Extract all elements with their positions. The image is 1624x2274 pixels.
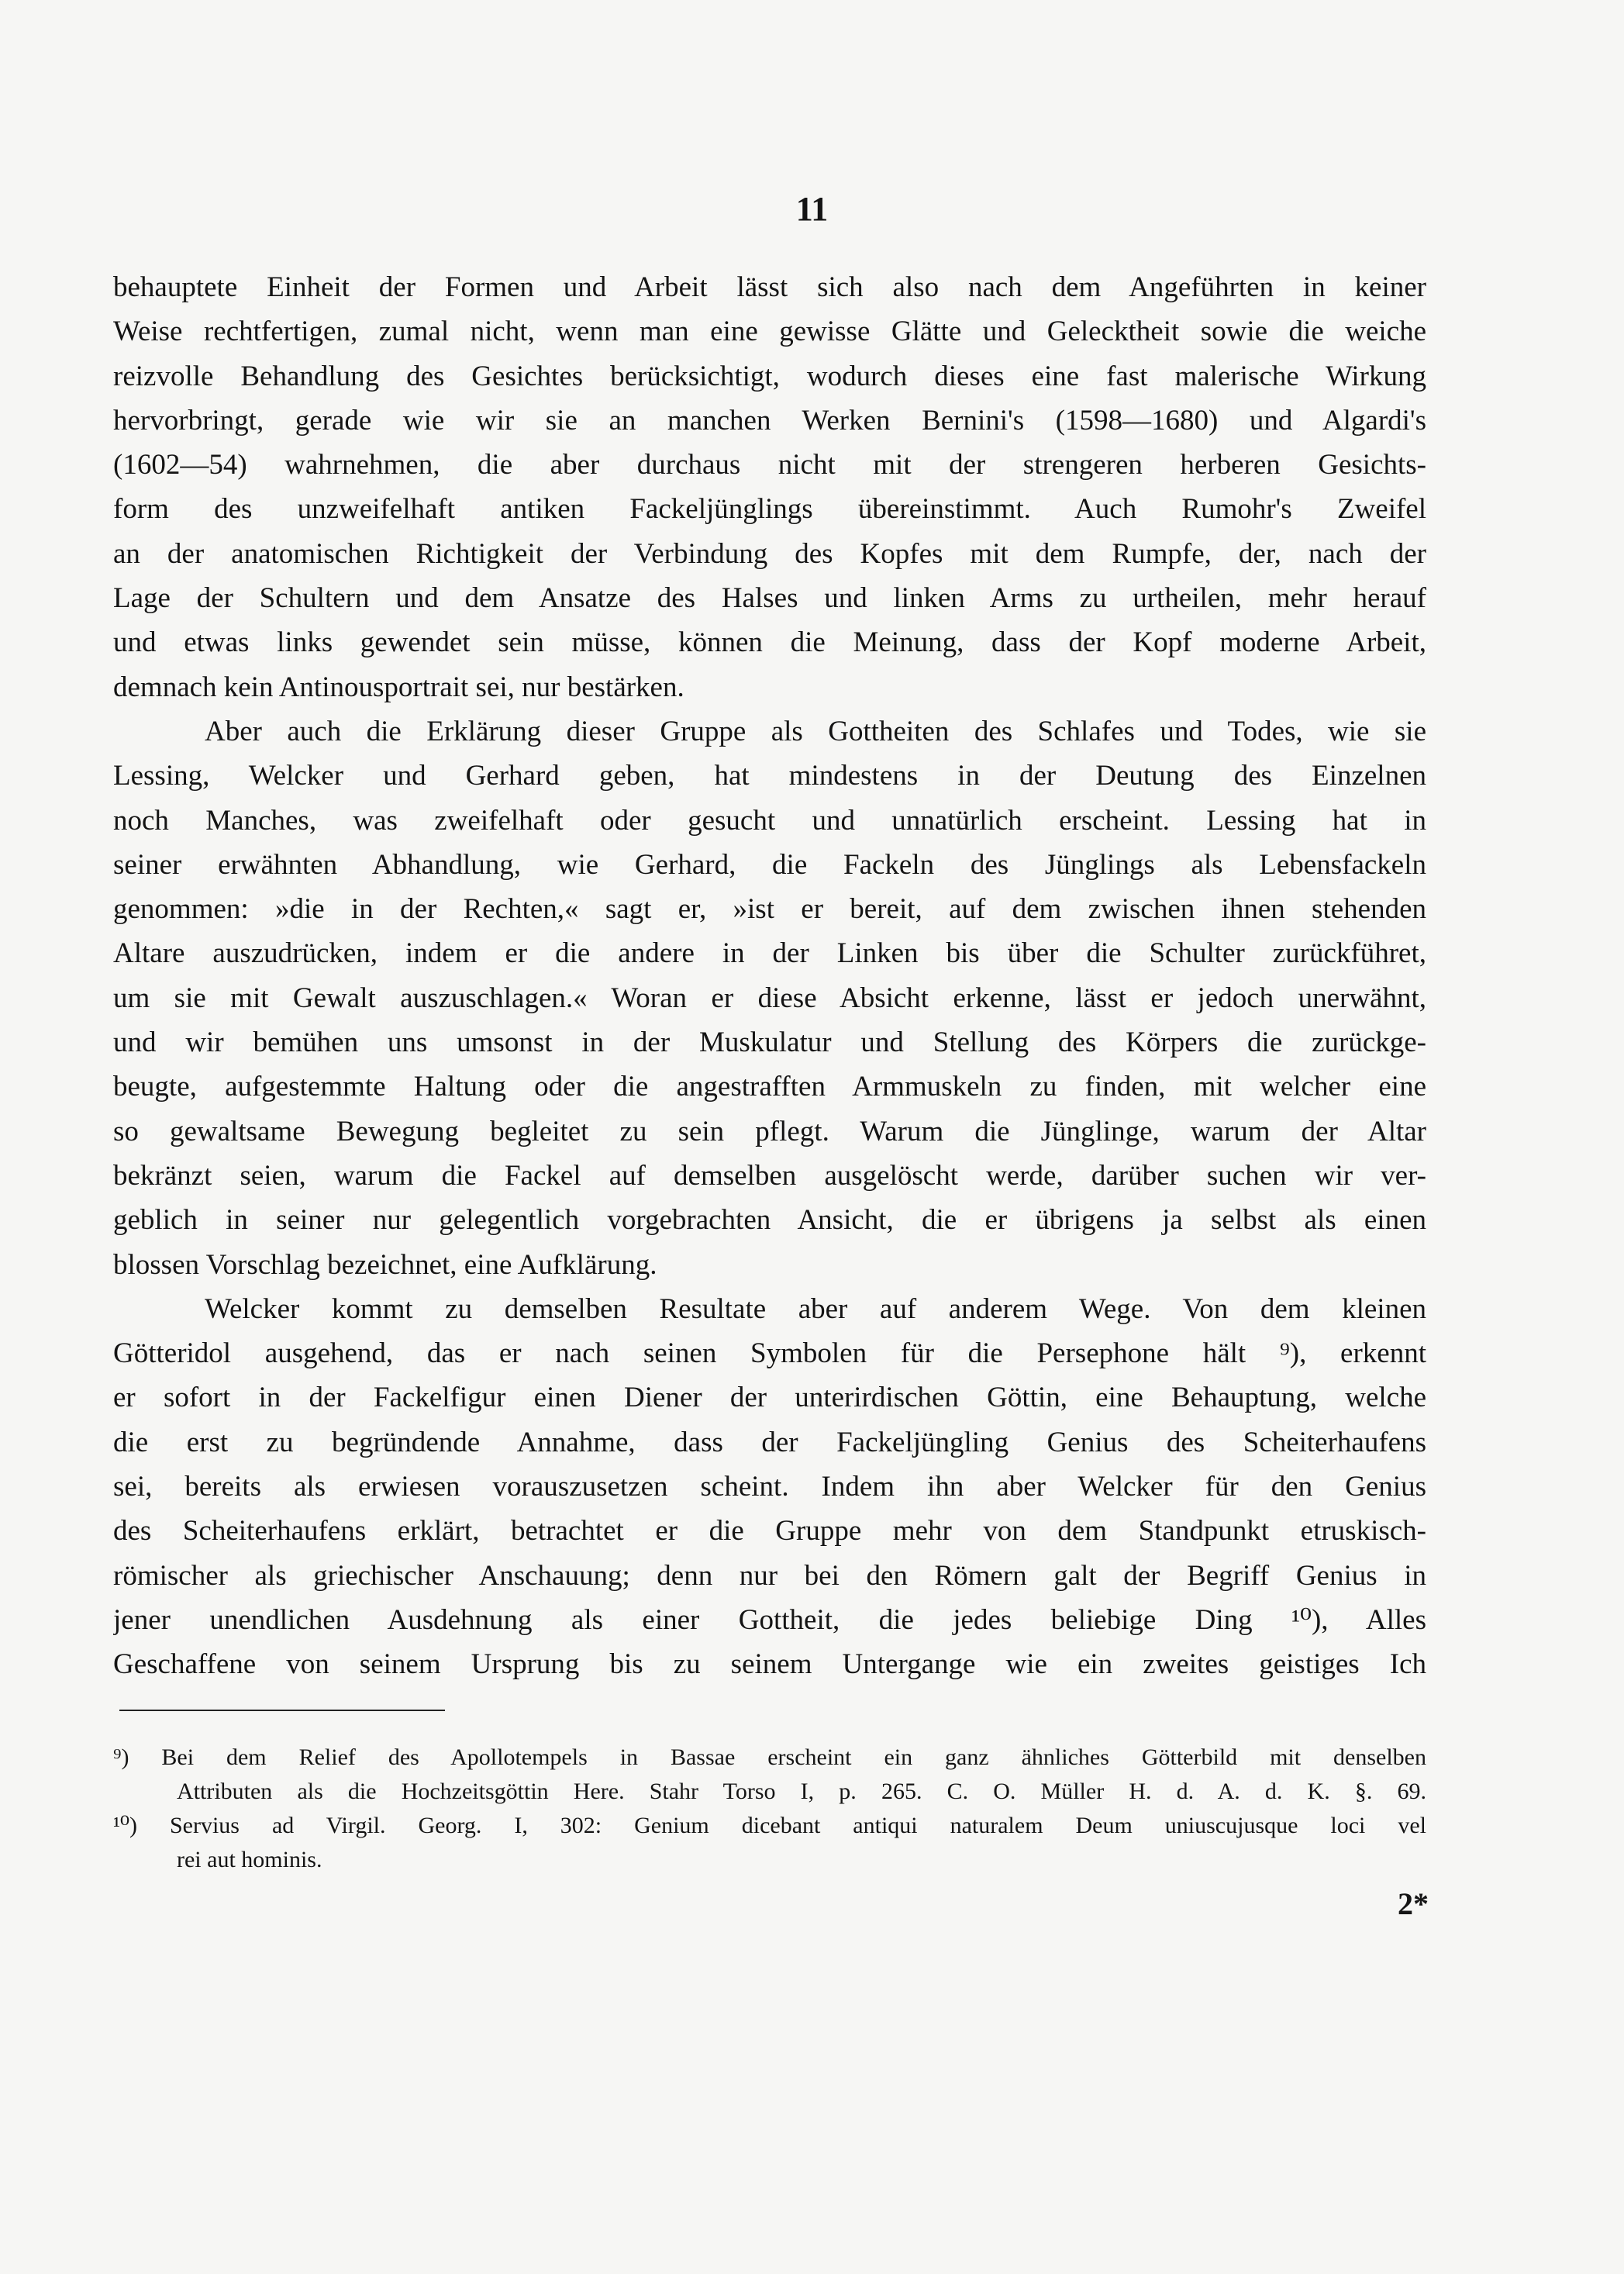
text-line: die erst zu begründende Annahme, dass der Fackeljüngling Genius des Scheiterhaufens [113,1426,1426,1458]
text-line: bekränzt seien, warum die Fackel auf demselben ausgelöscht werde, darüber suchen wir ver- [113,1159,1426,1192]
footnote-rule [119,1710,445,1711]
text-line: Altare auszudrücken, indem er die andere in der Linken bis über die Schulter zurückführet, [113,937,1426,970]
text-line: Götteridol ausgehend, das er nach seinen Symbolen für die Persephone hält ⁹), erkennt [113,1337,1426,1370]
text-line: form des unzweifelhaft antiken Fackeljünglings übereinstimmt. Auch Rumohr's Zweifel [113,493,1426,526]
text-line: an der anatomischen Richtigkeit der Verbindung des Kopfes mit dem Rumpfe, der, nach der [113,537,1426,570]
text-line: beugte, aufgestemmte Haltung oder die angestrafften Armmuskeln zu finden, mit welcher eine [113,1071,1426,1103]
text-line: noch Manches, was zweifelhaft oder gesucht und unnatürlich erscheint. Lessing hat in [113,804,1426,837]
text-line: (1602—54) wahrnehmen, die aber durchaus nicht mit der strengeren herberen Gesichts- [113,449,1426,481]
text-line: Aber auch die Erklärung dieser Gruppe als Gottheiten des Schlafes und Todes, wie sie [205,715,1426,747]
footnote-line: ¹⁰) Servius ad Virgil. Georg. I, 302: Genium dicebant antiqui naturalem Deum uniuscujusque loci vel [113,1813,1426,1838]
footnote-line: ⁹) Bei dem Relief des Apollotempels in Bassae erscheint ein ganz ähnliches Götterbild mit denselben [113,1744,1426,1770]
text-line: behauptete Einheit der Formen und Arbeit lässt sich also nach dem Angeführten in keiner [113,271,1426,303]
footnote-line: rei aut hominis. [177,1847,322,1872]
text-line: des Scheiterhaufens erklärt, betrachtet er die Gruppe mehr von dem Standpunkt etruskisch- [113,1515,1426,1548]
text-line: Lessing, Welcker und Gerhard geben, hat mindestens in der Deutung des Einzelnen [113,760,1426,792]
text-line: jener unendlichen Ausdehnung als einer Gottheit, die jedes beliebige Ding ¹⁰), Alles [113,1603,1426,1636]
text-line: um sie mit Gewalt auszuschlagen.« Woran er diese Absicht erkenne, lässt er jedoch unerwähnt, [113,982,1426,1014]
text-line: geblich in seiner nur gelegentlich vorgebrachten Ansicht, die er übrigens ja selbst als einen [113,1204,1426,1237]
body-text [113,265,1426,1687]
text-line: sei, bereits als erwiesen vorauszusetzen scheint. Indem ihn aber Welcker für den Genius [113,1471,1426,1503]
text-line: hervorbringt, gerade wie wir sie an manchen Werken Bernini's (1598—1680) und Algardi's [113,404,1426,437]
text-line: reizvolle Behandlung des Gesichtes berücksichtigt, wodurch dieses eine fast malerische Wirkung [113,360,1426,392]
text-line: demnach kein Antinousportrait sei, nur bestärken. [113,671,684,703]
text-line: und wir bemühen uns umsonst in der Muskulatur und Stellung des Körpers die zurückge- [113,1027,1426,1059]
text-line: seiner erwähnten Abhandlung, wie Gerhard, die Fackeln des Jünglings als Lebensfackeln [113,848,1426,881]
text-line: Lage der Schultern und dem Ansatze des Halses und linken Arms zu urtheilen, mehr herauf [113,582,1426,615]
text-line: und etwas links gewendet sein müsse, können die Meinung, dass der Kopf moderne Arbeit, [113,626,1426,659]
text-line: er sofort in der Fackelfigur einen Diener der unterirdischen Göttin, eine Behauptung, welche [113,1382,1426,1414]
text-line: römischer als griechischer Anschauung; denn nur bei den Römern galt der Begriff Genius in [113,1559,1426,1592]
text-line: blossen Vorschlag bezeichnet, eine Aufklärung. [113,1248,657,1281]
footnotes [113,1741,1426,1877]
text-line: so gewaltsame Bewegung begleitet zu sein pflegt. Warum die Jünglinge, warum der Altar [113,1115,1426,1147]
text-line: genommen: »die in der Rechten,« sagt er, »ist er bereit, auf dem zwischen ihnen stehenden [113,893,1426,926]
signature-mark: 2* [1398,1886,1429,1921]
footnote-line: Attributen als die Hochzeitsgöttin Here. Stahr Torso I, p. 265. C. O. Müller H. d. A. d. K. §. 69. [177,1779,1426,1804]
text-line: Welcker kommt zu demselben Resultate aber auf anderem Wege. Von dem kleinen [205,1292,1426,1325]
text-line: Geschaffene von seinem Ursprung bis zu seinem Untergange wie ein zweites geistiges Ich [113,1648,1426,1681]
text-line: Weise rechtfertigen, zumal nicht, wenn man eine gewisse Glätte und Gelecktheit sowie die weiche [113,316,1426,348]
page-number: 11 [795,190,829,228]
